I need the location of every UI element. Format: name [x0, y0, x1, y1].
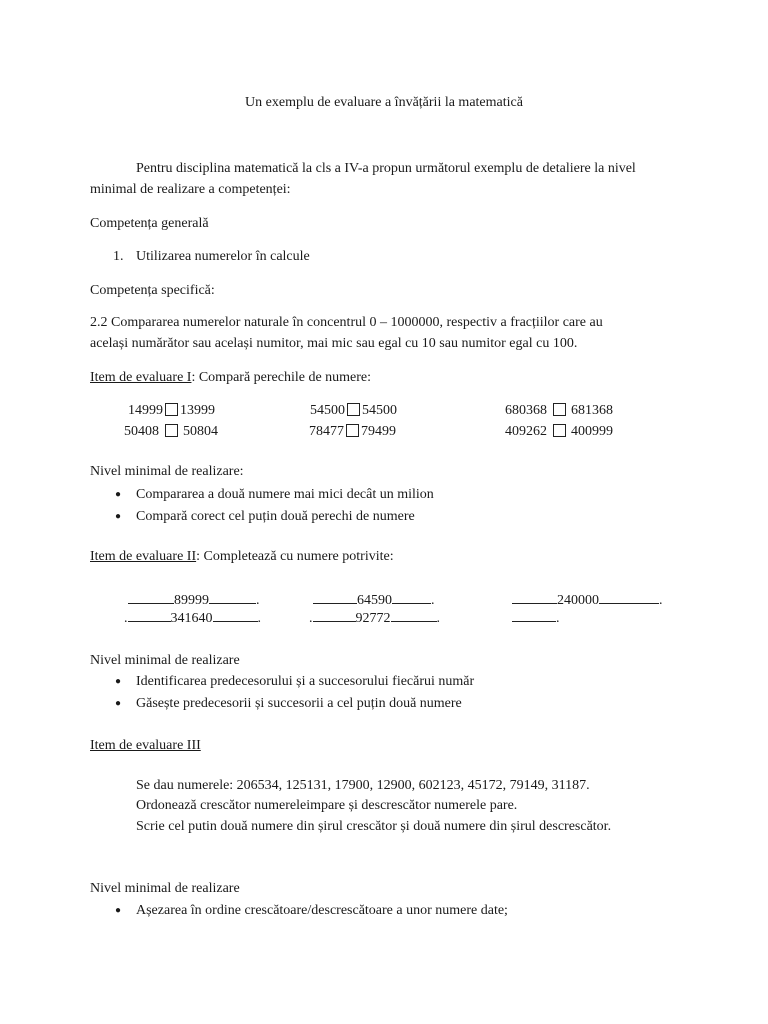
- fill-group: . 92772 .: [309, 611, 440, 626]
- fill-blank[interactable]: [128, 591, 174, 604]
- compare-box[interactable]: [346, 424, 359, 437]
- item-1-nivel-heading: Nivel minimal de realizare:: [90, 464, 244, 479]
- bullet-icon: ●: [115, 698, 122, 709]
- item-3-label: Item de evaluare III: [90, 738, 201, 753]
- compare-right: 54500: [362, 403, 397, 418]
- compare-left: 680368: [505, 403, 547, 418]
- fill-group: . 341640 .: [124, 611, 261, 626]
- item-1-bullet-2: Compară corect cel puțin două perechi de numere: [136, 509, 415, 524]
- bullet-icon: ●: [115, 489, 122, 500]
- compare-box[interactable]: [347, 403, 360, 416]
- item-3-bullet-1: Așezarea în ordine crescătoare/descrescătoare a unor numere date;: [136, 903, 508, 918]
- fill-blank[interactable]: [391, 609, 437, 622]
- bullet-icon: ●: [115, 676, 122, 687]
- list-number: 1.: [113, 249, 124, 264]
- bullet-icon: ●: [115, 511, 122, 522]
- item-3-line-3: Scrie cel putin două numere din șirul crescător și două numere din șirul descrescător.: [136, 819, 612, 834]
- item-1-label: Item de evaluare I: [90, 370, 192, 385]
- compare-box[interactable]: [165, 424, 178, 437]
- compare-right: 681368: [571, 403, 613, 418]
- compare-left: 409262: [505, 424, 547, 439]
- competenta-generala-item: Utilizarea numerelor în calcule: [136, 249, 310, 264]
- item-1-bullet-1: Compararea a două numere mai mici decât un milion: [136, 487, 434, 502]
- fill-blank[interactable]: [209, 591, 256, 604]
- item-1-instruction: : Compară perechile de numere:: [191, 370, 372, 385]
- fill-number: 240000: [557, 593, 599, 608]
- item-2-label: Item de evaluare II: [90, 549, 197, 564]
- item-2-heading: [90, 548, 394, 566]
- document-title: Un exemplu de evaluare a învățării la matematică: [245, 95, 523, 110]
- compare-right: 50804: [183, 424, 218, 439]
- item-2-nivel-heading: Nivel minimal de realizare: [90, 653, 240, 668]
- compare-right: 400999: [571, 424, 613, 439]
- intro-line-1: Pentru disciplina matematică la cls a IV-a propun următorul exemplu de detaliere la nivel: [136, 161, 636, 176]
- compare-pair: [124, 423, 218, 441]
- fill-blank[interactable]: [599, 591, 659, 604]
- compare-right: 79499: [361, 424, 396, 439]
- fill-blank[interactable]: [313, 591, 357, 604]
- compare-right: 13999: [180, 403, 215, 418]
- intro-line-2: minimal de realizare a competenței:: [90, 182, 291, 197]
- compare-box[interactable]: [165, 403, 178, 416]
- compare-pair: [309, 423, 396, 441]
- competenta-generala-heading: Competența generală: [90, 216, 209, 231]
- fill-blank[interactable]: [512, 591, 557, 604]
- fill-blank[interactable]: [392, 591, 431, 604]
- compare-left: 50408: [124, 424, 159, 439]
- item-3-line-1: Se dau numerele: 206534, 125131, 17900, 12900, 602123, 45172, 79149, 31187.: [136, 778, 590, 793]
- fill-group: .: [512, 609, 560, 628]
- fill-number: 64590: [357, 593, 392, 608]
- item-2-bullet-2: Găsește predecesorii și succesorii a cel puțin două numere: [136, 696, 462, 711]
- fill-number: 92772: [355, 611, 391, 626]
- compare-pair: [310, 402, 397, 420]
- item-2-instruction: : Completează cu numere potrivite:: [196, 549, 394, 564]
- compare-left: 54500: [310, 403, 345, 418]
- item-3-nivel-heading: Nivel minimal de realizare: [90, 881, 240, 896]
- fill-group: 64590 .: [313, 591, 435, 610]
- compare-left: 14999: [128, 403, 163, 418]
- fill-group: 240000 .: [512, 591, 663, 610]
- item-3-line-2: Ordonează crescător numereleimpare și descrescător numerele pare.: [136, 798, 518, 813]
- compare-pair: [505, 423, 613, 441]
- fill-blank[interactable]: [313, 609, 356, 622]
- compare-box[interactable]: [553, 403, 566, 416]
- fill-blank[interactable]: [213, 609, 258, 622]
- competenta-specifica-line-1: 2.2 Compararea numerelor naturale în concentrul 0 – 1000000, respectiv a fracțiilor care au: [90, 315, 603, 330]
- compare-pair: [505, 402, 613, 420]
- item-1-heading: [90, 369, 371, 387]
- compare-left: 78477: [309, 424, 344, 439]
- competenta-specifica-line-2: același numărător sau același numitor, mai mic sau egal cu 10 sau numitor egal cu 100.: [90, 336, 578, 351]
- compare-pair: [128, 402, 215, 420]
- fill-group: 89999 .: [128, 591, 260, 610]
- fill-blank[interactable]: [512, 609, 556, 622]
- fill-blank[interactable]: [128, 609, 171, 622]
- fill-number: 89999: [174, 593, 209, 608]
- fill-number: 341640: [170, 611, 213, 626]
- bullet-icon: ●: [115, 905, 122, 916]
- competenta-specifica-heading: Competența specifică:: [90, 283, 215, 298]
- item-2-bullet-1: Identificarea predecesorului și a succesorului fiecărui număr: [136, 674, 475, 689]
- compare-box[interactable]: [553, 424, 566, 437]
